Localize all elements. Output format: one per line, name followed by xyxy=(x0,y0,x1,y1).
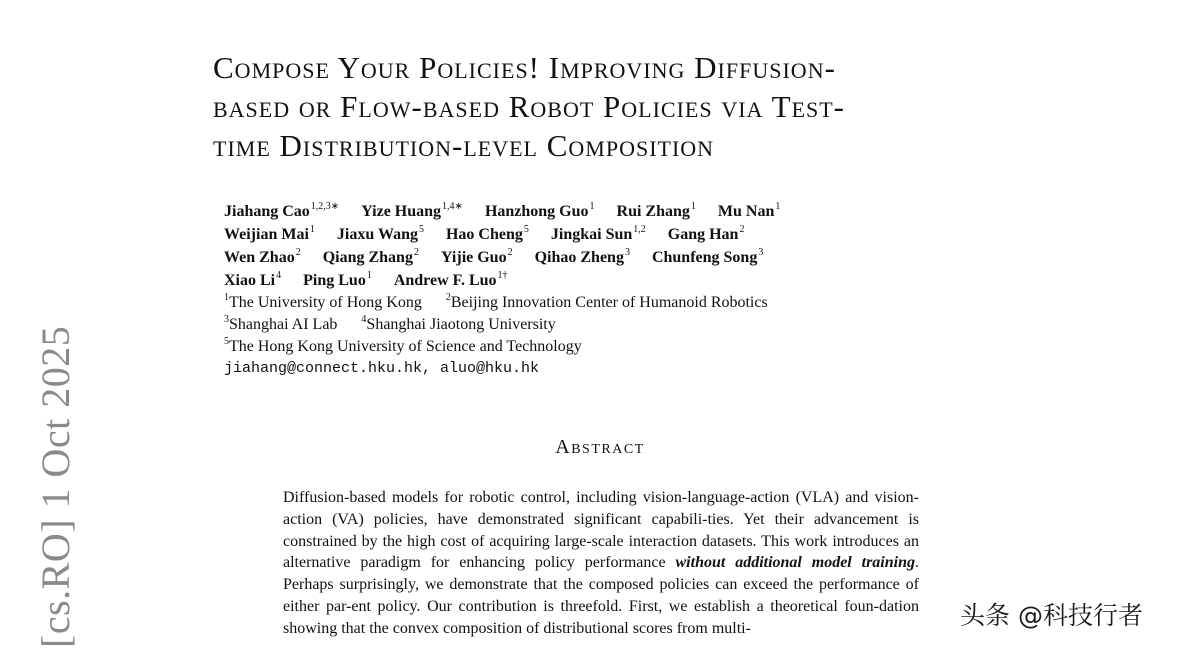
affiliation: $^5$The Hong Kong University of Science and Technology xyxy=(224,336,582,355)
author: Weijian Mai$^1$ xyxy=(224,224,315,243)
title-line: time Distribution-level Composition xyxy=(213,128,715,163)
affiliation-line xyxy=(224,314,924,336)
author: Rui Zhang$^1$ xyxy=(616,201,696,220)
author-line xyxy=(224,246,924,269)
affiliation-line xyxy=(224,336,924,358)
author: Yijie Guo$^2$ xyxy=(440,247,513,266)
author: Yize Huang$^{1,4∗}$ xyxy=(361,201,463,220)
author: Xiao Li$^4$ xyxy=(224,270,282,289)
author-block xyxy=(224,200,924,380)
author: Wen Zhao$^2$ xyxy=(224,247,301,266)
author: Qiang Zhang$^2$ xyxy=(322,247,419,266)
author: Jiaxu Wang$^5$ xyxy=(336,224,424,243)
watermark-text: 头条 @科技行者 xyxy=(960,601,1143,630)
title-line: Compose Your Policies! Improving Diffusion- xyxy=(213,50,836,85)
abstract-emphasis: without additional model training xyxy=(675,554,915,572)
abstract-heading: Abstract xyxy=(555,436,645,458)
abstract-text: Diffusion-based models for robotic control, including vision-language-action (VLA) and vision-action (VA) policies, have demonstrated significant capabili-ties. Yet their advancement is constrained by the high cost of acquiring large-scale interaction datasets. This work introduces an alternative paradigm for enhancing policy performance without additional model training. Perhaps surprisingly, we demonstrate that the composed policies can exceed the performance of either par-ent policy. Our contribution is threefold. First, we establish a theoretical foun-dation showing that the convex composition of distributional scores from multi- xyxy=(283,489,919,637)
paper-title xyxy=(213,48,1013,165)
affiliation-line xyxy=(224,292,924,314)
author: Hao Cheng$^5$ xyxy=(445,224,529,243)
author-line xyxy=(224,269,924,292)
author-line xyxy=(224,200,924,223)
author: Chunfeng Song$^3$ xyxy=(651,247,764,266)
author: Hanzhong Guo$^1$ xyxy=(484,201,595,220)
author: Jiahang Cao$^{1,2,3∗}$ xyxy=(224,201,340,220)
author: Andrew F. Luo$^{1\dagger}$ xyxy=(393,270,508,289)
title-line: based or Flow-based Robot Policies via Test- xyxy=(213,89,846,124)
author-emails: jiahang@connect.hku.hk, aluo@hku.hk xyxy=(224,360,540,377)
author: Ping Luo$^1$ xyxy=(303,270,372,289)
affiliation: $^2$Beijing Innovation Center of Humanoid Robotics xyxy=(445,292,768,311)
author: Gang Han$^2$ xyxy=(667,224,745,243)
author-line xyxy=(224,223,924,246)
affiliation: $^1$The University of Hong Kong xyxy=(224,292,422,311)
author: Qihao Zheng$^3$ xyxy=(534,247,630,266)
arxiv-stamp: [cs.RO] 1 Oct 2025 xyxy=(33,325,78,648)
author: Jingkai Sun$^{1,2}$ xyxy=(550,224,646,243)
author: Mu Nan$^1$ xyxy=(717,201,781,220)
affiliation: $^4$Shanghai Jiaotong University xyxy=(361,314,556,333)
affiliation: $^3$Shanghai AI Lab xyxy=(224,314,338,333)
